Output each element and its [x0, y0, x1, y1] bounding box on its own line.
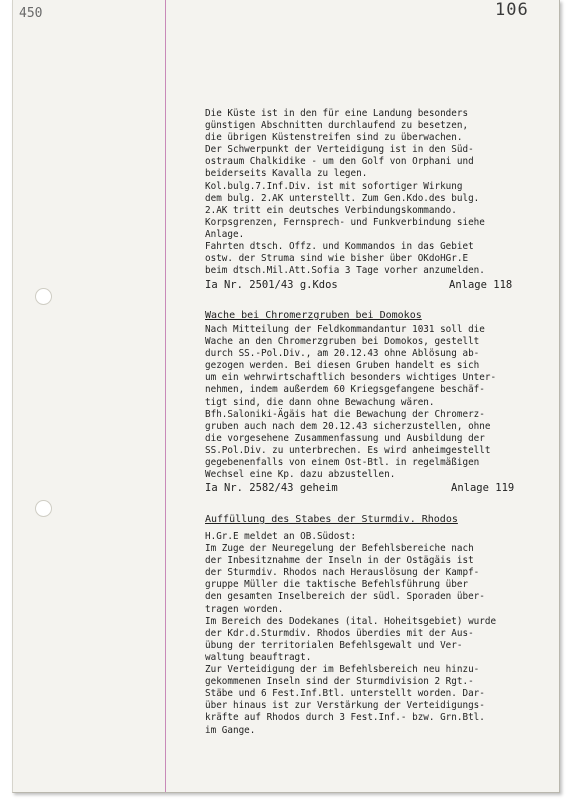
text-line: gekommenen Inseln sind der Sturmdivision 2 Rgt.-	[205, 676, 474, 688]
text-line: nehmen, indem außerdem 60 Kriegsgefangene beschäf-	[205, 384, 485, 396]
archive-page-number: 450	[19, 6, 43, 21]
text-line: beiderseits Kavalla zu legen.	[205, 168, 368, 180]
text-line: Fahrten dtsch. Offz. und Kommandos in das Gebiet	[205, 241, 474, 253]
text-line: ostw. der Struma sind wie bisher über OKdoHGr.E	[205, 253, 469, 265]
text-line: durch SS.-Pol.Div., am 20.12.43 ohne Ablösung ab-	[205, 348, 480, 360]
section2-heading: Wache bei Chromerzgruben bei Domokos	[205, 310, 422, 321]
text-line: Im Zuge der Neuregelung der Befehlsbereiche nach	[205, 543, 474, 555]
text-line: die vorgesehene Zusammenfassung und Ausbildung der	[205, 432, 485, 444]
text-line: Die Küste ist in den für eine Landung besonders	[205, 108, 469, 119]
text-line: den gesamten Inselbereich der südl. Sporaden über-	[205, 591, 485, 603]
text-line: Anlage.	[205, 228, 245, 240]
text-line: der Inbesitznahme der Inseln in der Ostägäis ist	[205, 555, 474, 567]
section1-reference: Ia Nr. 2501/43 g.Kdos	[205, 279, 338, 291]
text-line: gezogen werden. Bei diesen Gruben handelt es sich	[205, 360, 480, 372]
text-line: Korpsgrenzen, Fernsprech- und Funkverbindung siehe	[205, 216, 485, 228]
text-line: Stäbe und 6 Fest.Inf.Btl. unterstellt worden. Dar-	[205, 688, 485, 700]
text-line: um ein wehrwirtschaftlich besonders wichtiges Unter-	[205, 372, 497, 384]
section2-body	[205, 324, 557, 481]
text-line: der Sturmdiv. Rhodos nach Herauslösung der Kampf-	[205, 567, 480, 579]
margin-line	[165, 0, 166, 792]
text-line: waltung beauftragt.	[205, 651, 312, 663]
text-line: dem bulg. 2.AK unterstellt. Zum Gen.Kdo.des bulg.	[205, 192, 480, 204]
text-line: Zur Verteidigung der im Befehlsbereich neu hinzu-	[205, 664, 480, 676]
text-line: beim dtsch.Mil.Att.Sofia 3 Tage vorher anzumelden.	[205, 265, 485, 277]
text-line: über hinaus ist zur Verstärkung der Verteidigungs-	[205, 700, 485, 712]
document-page	[12, 0, 560, 793]
text-line: günstigen Abschnitten durchlaufend zu besetzen,	[205, 120, 469, 132]
section3-body	[205, 531, 557, 737]
text-line: tigt sind, die dann ohne Bewachung wären.	[205, 396, 435, 408]
section1-annex: Anlage 118	[449, 279, 513, 291]
text-line: 2.AK tritt ein deutsches Verbindungskommando.	[205, 204, 457, 216]
text-line: Wache an den Chromerzgruben bei Domokos, gestellt	[205, 336, 480, 348]
text-line: SS.Pol.Div. zu unterbrechen. Es wird anheimgestellt	[205, 444, 491, 456]
text-line: kräfte auf Rhodos durch 3 Fest.Inf.- bzw. Grn.Btl.	[205, 712, 485, 724]
punch-hole-bottom	[35, 500, 52, 517]
section1-body	[205, 108, 557, 277]
text-line: gegebenenfalls von einem Ost-Btl. in regelmäßigen	[205, 457, 480, 469]
section2-annex: Anlage 119	[451, 482, 515, 494]
text-line: gruppe Müller die taktische Befehlsführung über	[205, 579, 469, 591]
text-line: Nach Mitteilung der Feldkommandantur 1031 soll die	[205, 324, 485, 335]
text-line: Bfh.Saloniki-Ägäis hat die Bewachung der Chromerz-	[205, 408, 485, 420]
text-line: gruben auch nach dem 20.12.43 sicherzustellen, ohne	[205, 420, 491, 432]
text-line: im Gange.	[205, 724, 256, 736]
section2-reference: Ia Nr. 2582/43 geheim	[205, 482, 338, 494]
section3-heading: Auffüllung des Stabes der Sturmdiv. Rhodos	[205, 514, 458, 525]
folio-number: 106	[495, 0, 529, 20]
text-line: der Kdr.d.Sturmdiv. Rhodos überdies mit der Aus-	[205, 627, 474, 639]
text-line: übung der territorialen Befehlsgewalt und Ver-	[205, 639, 463, 651]
punch-hole-top	[35, 288, 52, 305]
text-line: Der Schwerpunkt der Verteidigung ist in den Süd-	[205, 144, 474, 156]
text-line: Kol.bulg.7.Inf.Div. ist mit sofortiger Wirkung	[205, 180, 463, 192]
text-line: die übrigen Küstenstreifen sind zu überwachen.	[205, 132, 463, 144]
text-line: tragen worden.	[205, 603, 284, 615]
text-line: H.Gr.E meldet an OB.Südost:	[205, 531, 357, 542]
text-line: Im Bereich des Dodekanes (ital. Hoheitsgebiet) wurde	[205, 615, 497, 627]
text-line: ostraum Chalkidike - um den Golf von Orphani und	[205, 156, 474, 168]
text-line: Wechsel eine Kp. dazu abzustellen.	[205, 469, 396, 481]
